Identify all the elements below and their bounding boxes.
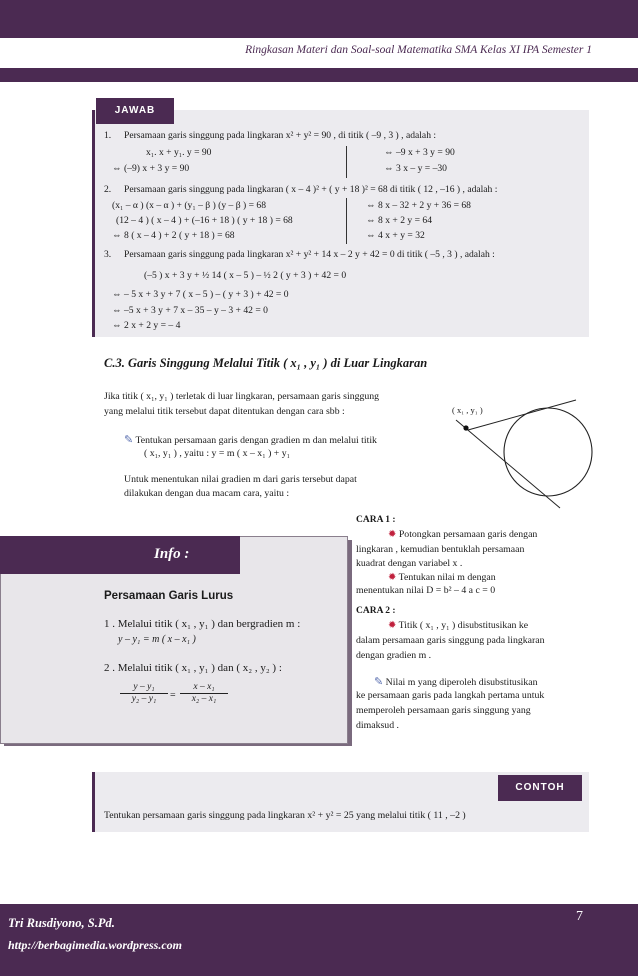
fraction-numerator: y – y₁	[133, 682, 155, 692]
fraction-right	[180, 682, 228, 704]
gradien-text: dilakukan dengan dua macam cara, yaitu :	[124, 488, 290, 499]
info-header-bar	[0, 536, 240, 574]
info-item: 1 . Melalui titik ( x₁ , y₁ ) dan bergradien m :	[104, 618, 301, 630]
footer-author: Tri Rusdiyono, S.Pd.	[8, 916, 115, 930]
cara1-line	[388, 572, 496, 583]
cara2-line: dengan gradien m .	[356, 650, 432, 661]
bullet-text: Tentukan persamaan garis dengan gradien m dan melalui titik	[135, 435, 377, 446]
section-title: C.3. Garis Singgung Melalui Titik ( x₁ , y₁ ) di Luar Lingkaran	[104, 356, 428, 370]
pencil-icon: ✎	[374, 676, 384, 688]
info-heading: Persamaan Garis Lurus	[104, 590, 234, 602]
cara1-text: Tentukan nilai m dengan	[398, 572, 496, 583]
example-tag: CONTOH	[498, 775, 582, 801]
fraction-left	[120, 682, 168, 704]
nilai-line	[374, 675, 538, 688]
cara2-line: dalam persamaan garis singgung pada lingkaran	[356, 635, 545, 646]
info-formula: y – y₁ = m ( x – x₁ )	[118, 634, 196, 645]
info-label: Info :	[154, 546, 190, 562]
cara1-line: menentukan nilai D = b² – 4 a c = 0	[356, 585, 496, 596]
nilai-line: ke persamaan garis pada langkah pertama untuk	[356, 690, 545, 701]
circle-shape	[504, 408, 592, 496]
item-number: 3.	[104, 249, 112, 260]
cara1-title: CARA 1 :	[356, 515, 396, 525]
cara1-line: kuadrat dengan variabel x .	[356, 558, 463, 569]
header-bottom-bar	[0, 68, 638, 82]
bullet-line	[124, 433, 377, 446]
point-label: ( x₁ , y₁ )	[452, 405, 483, 415]
item-number: 1.	[104, 130, 112, 141]
cara2-line	[388, 620, 528, 631]
fraction-denominator: x₂ – x₁	[180, 693, 228, 704]
item-stem: Persamaan garis singgung pada lingkaran ( x – 4 )² + ( y + 18 )² = 68 di titik ( 12 , –16 ) , adalah :	[124, 184, 498, 195]
header-top-bar	[0, 0, 638, 38]
star-bullet-icon: ✹	[388, 572, 397, 583]
answer-line: x₁. x + y₁. y = 90	[146, 147, 212, 158]
pencil-icon: ✎	[124, 434, 134, 446]
answer-line: (x₁ – α ) (x – α ) + (y₁ – β ) (y – β ) = 68	[112, 200, 267, 211]
nilai-text: Nilai m yang diperoleh disubstitusikan	[385, 677, 538, 688]
answer-line: ⇔ 4 x + y = 32	[366, 230, 425, 241]
answer-line: ⇔ 8 ( x – 4 ) + 2 ( y + 18 ) = 68	[112, 230, 235, 241]
answer-line: ⇔ – 5 x + 3 y + 7 ( x – 5 ) – ( y + 3 ) + 42 = 0	[112, 289, 289, 300]
answer-line: (12 – 4 ) ( x – 4 ) + (–16 + 18 ) ( y + 18 ) = 68	[116, 215, 293, 226]
column-divider	[346, 146, 347, 178]
item-stem: Persamaan garis singgung pada lingkaran x² + y² = 90 , di titik ( –9 , 3 ) , adalah :	[124, 130, 437, 141]
page-number: 7	[576, 909, 583, 924]
answer-tag: JAWAB	[96, 98, 174, 124]
intro-text: yang melalui titik tersebut dapat ditentukan dengan cara sbb :	[104, 406, 345, 417]
fraction-denominator: y₂ – y₁	[120, 693, 168, 704]
footer-url[interactable]: http://berbagimedia.wordpress.com	[8, 938, 182, 952]
nilai-line: memperoleh persamaan garis singgung yang	[356, 705, 531, 716]
answer-line: ⇔ 8 x – 32 + 2 y + 36 = 68	[366, 200, 471, 211]
info-item: 2 . Melalui titik ( x₁ , y₁ ) dan ( x₂ , y₂ ) :	[104, 662, 282, 674]
cara1-text: Potongkan persamaan garis dengan	[398, 529, 538, 540]
answer-line: ⇔ –9 x + 3 y = 90	[384, 147, 455, 158]
bullet-formula: ( x₁, y₁ ) , yaitu : y = m ( x – x₁ ) + y₁	[144, 448, 291, 459]
example-text: Tentukan persamaan garis singgung pada lingkaran x² + y² = 25 yang melalui titik ( 11 , –2 )	[104, 810, 466, 821]
column-divider	[346, 198, 347, 244]
cara2-text: Titik ( x₁ , y₁ ) disubstitusikan ke	[398, 620, 529, 631]
fraction-numerator: x – x₁	[193, 682, 215, 692]
cara2-title: CARA 2 :	[356, 606, 396, 616]
answer-line: ⇔ 3 x – y = –30	[384, 163, 447, 174]
answer-line: ⇔ (–9) x + 3 y = 90	[112, 163, 190, 174]
tangent-line-upper	[468, 400, 576, 430]
answer-line: ⇔ 2 x + 2 y = – 4	[112, 320, 181, 331]
gradien-text: Untuk menentukan nilai gradien m dari garis tersebut dapat	[124, 474, 357, 485]
star-bullet-icon: ✹	[388, 620, 397, 631]
answer-line: (–5 ) x + 3 y + ½ 14 ( x – 5 ) – ½ 2 ( y + 3 ) + 42 = 0	[144, 270, 347, 281]
answer-line: ⇔ –5 x + 3 y + 7 x – 35 – y – 3 + 42 = 0	[112, 305, 268, 316]
page-header-title: Ringkasan Materi dan Soal-soal Matematika SMA Kelas XI IPA Semester 1	[245, 44, 592, 56]
item-number: 2.	[104, 184, 112, 195]
external-point	[463, 425, 468, 430]
cara1-line: lingkaran , kemudian bentuklah persamaan	[356, 544, 525, 555]
intro-text: Jika titik ( x₁, y₁ ) terletak di luar lingkaran, persamaan garis singgung	[104, 391, 380, 402]
nilai-line: dimaksud .	[356, 720, 399, 731]
cara1-line	[388, 529, 537, 540]
star-bullet-icon: ✹	[388, 529, 397, 540]
item-stem: Persamaan garis singgung pada lingkaran x² + y² + 14 x – 2 y + 42 = 0 di titik ( –5 , 3 ) , adalah :	[124, 249, 495, 260]
equals-sign: =	[170, 690, 176, 701]
answer-line: ⇔ 8 x + 2 y = 64	[366, 215, 432, 226]
